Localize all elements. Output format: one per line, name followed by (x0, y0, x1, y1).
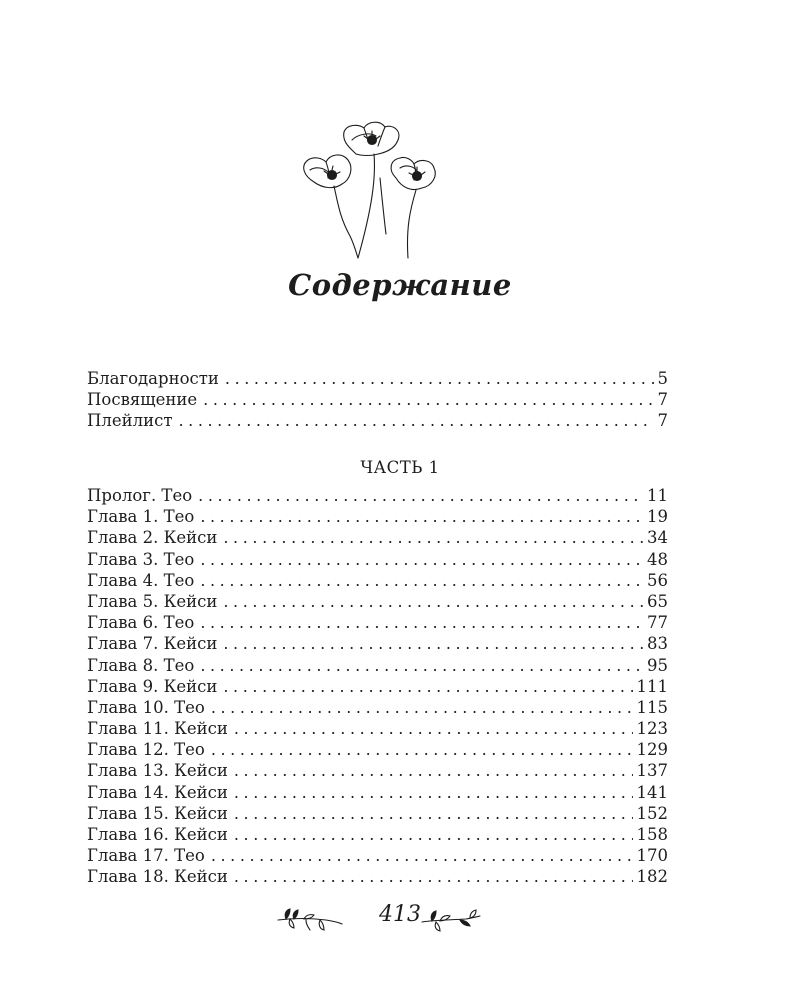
toc-entry[interactable] (87, 527, 668, 548)
toc-entry[interactable] (87, 739, 668, 760)
dot-leader (234, 782, 633, 803)
toc-entry[interactable] (87, 824, 668, 845)
toc-entry-page: 83 (647, 634, 668, 654)
dot-leader (200, 549, 643, 570)
toc-entry-label: Глава 3. Тео (87, 549, 195, 569)
toc-entry-page: 95 (647, 655, 668, 675)
toc-entry-label: Глава 13. Кейси (87, 761, 228, 781)
toc-entry-page: 115 (636, 697, 668, 717)
dot-leader (225, 368, 654, 389)
toc-entry-page: 137 (636, 761, 668, 781)
toc-entry-label: Глава 5. Кейси (87, 591, 218, 611)
toc-entry[interactable] (87, 655, 668, 676)
toc-entry[interactable] (87, 718, 668, 739)
toc-entry[interactable] (87, 845, 668, 866)
toc-entry-page: 182 (636, 867, 668, 887)
toc-entry-label: Глава 11. Кейси (87, 719, 228, 739)
toc-entry-label: Глава 10. Тео (87, 697, 205, 717)
toc-entry-label: Глава 17. Тео (87, 846, 205, 866)
dot-leader (178, 410, 653, 431)
toc-entry-label: Глава 1. Тео (87, 507, 195, 527)
toc-entry[interactable] (87, 389, 668, 410)
toc-entry-page: 7 (657, 390, 668, 410)
page-title: Содержание (288, 268, 512, 302)
toc-entry[interactable] (87, 591, 668, 612)
dot-leader (223, 527, 643, 548)
toc-entry-label: Пролог. Тео (87, 486, 193, 505)
front-matter-list (87, 368, 668, 432)
toc-entry-page: 158 (636, 825, 668, 844)
dot-leader (234, 718, 633, 739)
toc-entry-label: Глава 6. Тео (87, 613, 195, 633)
dot-leader (234, 866, 633, 887)
toc-entry-page: 34 (647, 528, 668, 548)
dot-leader (198, 485, 643, 506)
dot-leader (200, 506, 643, 527)
toc-entry-page: 170 (636, 846, 668, 866)
page-footer (0, 900, 800, 940)
dot-leader (200, 570, 643, 591)
toc-entry[interactable] (87, 506, 668, 527)
toc-entry-label: Глава 12. Тео (87, 740, 205, 760)
toc-entry-label: Глава 7. Кейси (87, 634, 218, 654)
toc-entry[interactable] (87, 803, 668, 824)
dot-leader (211, 739, 633, 760)
toc-entry[interactable] (87, 368, 668, 389)
page-number: 413 (379, 902, 421, 927)
toc-entry[interactable] (87, 570, 668, 591)
toc-entry[interactable] (87, 866, 668, 887)
dot-leader (203, 389, 653, 410)
toc-entry-label: Глава 4. Тео (87, 570, 195, 590)
toc-entry-label: Глава 14. Кейси (87, 782, 228, 802)
dot-leader (211, 845, 633, 866)
toc-entry-label: Плейлист (87, 411, 173, 431)
toc-entry[interactable] (87, 697, 668, 718)
toc-entry-page: 65 (647, 591, 668, 611)
part-heading: ЧАСТЬ 1 (360, 458, 440, 477)
chapter-list (87, 485, 668, 888)
toc-entry-page: 7 (657, 411, 668, 431)
toc-entry-page: 11 (647, 486, 668, 505)
toc-entry-page: 123 (636, 719, 668, 739)
toc-entry-label: Глава 8. Тео (87, 655, 195, 675)
toc-entry-page: 141 (636, 782, 668, 802)
toc-entry[interactable] (87, 633, 668, 654)
toc-entry[interactable] (87, 676, 668, 697)
dot-leader (223, 633, 643, 654)
toc-entry-label: Посвящение (87, 390, 198, 410)
toc-entry-label: Глава 9. Кейси (87, 676, 218, 696)
toc-entry-page: 19 (647, 507, 668, 527)
dot-leader (234, 803, 633, 824)
toc-entry-label: Глава 16. Кейси (87, 825, 228, 844)
dot-leader (200, 612, 643, 633)
dot-leader (223, 676, 632, 697)
dot-leader (234, 760, 633, 781)
toc-entry-label: Глава 18. Кейси (87, 867, 228, 887)
toc-entry-page: 111 (636, 676, 668, 696)
dot-leader (211, 697, 633, 718)
poppy-flowers-icon (292, 118, 462, 264)
toc-entry[interactable] (87, 485, 668, 506)
toc-entry-page: 5 (657, 369, 668, 388)
toc-entry[interactable] (87, 760, 668, 781)
dot-leader (223, 591, 643, 612)
dot-leader (200, 655, 643, 676)
toc-entry-page: 77 (647, 613, 668, 633)
toc-entry-label: Благодарности (87, 369, 219, 388)
toc-entry-page: 48 (647, 549, 668, 569)
toc-entry[interactable] (87, 782, 668, 803)
toc-entry-page: 129 (636, 740, 668, 760)
toc-entry-page: 56 (647, 570, 668, 590)
toc-entry-label: Глава 2. Кейси (87, 528, 218, 548)
toc-entry[interactable] (87, 612, 668, 633)
toc-entry-page: 152 (636, 803, 668, 823)
leaf-sprig-right-icon (420, 906, 482, 934)
dot-leader (234, 824, 633, 845)
toc-entry-label: Глава 15. Кейси (87, 803, 228, 823)
toc-entry[interactable] (87, 410, 668, 431)
toc-entry[interactable] (87, 549, 668, 570)
